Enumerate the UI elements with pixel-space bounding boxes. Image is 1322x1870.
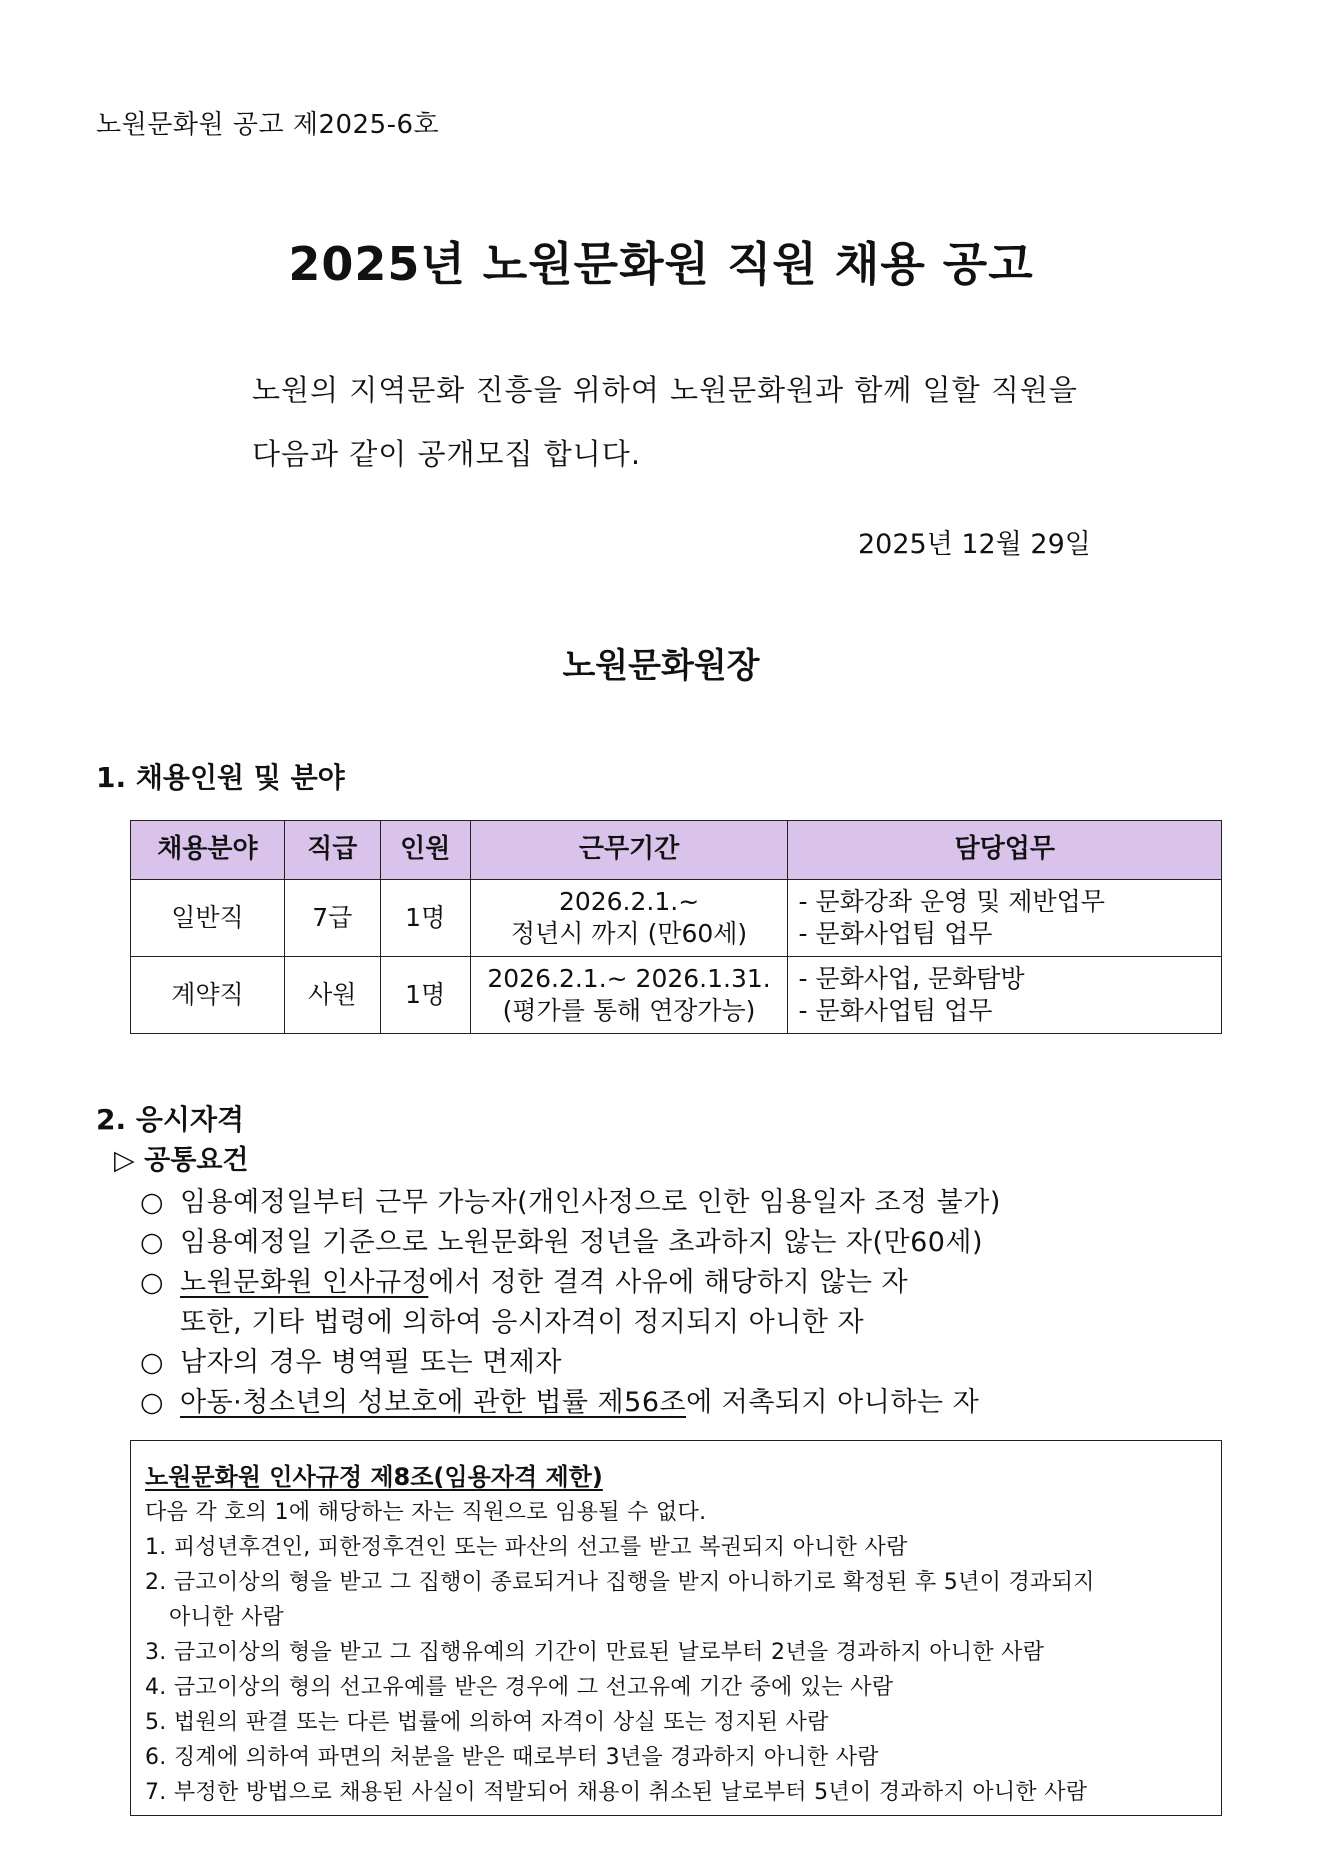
regulation-item: 5. 법원의 판결 또는 다른 법률에 의하여 자격이 상실 또는 정지된 사람 [145, 1710, 829, 1735]
period-line-2: (평가를 통해 연장가능) [502, 996, 756, 1025]
intro-line-1: 노원의 지역문화 진흥을 위하여 노원문화원과 함께 일할 직원을 [252, 373, 1078, 407]
bullet-icon: ○ [140, 1387, 165, 1418]
cell-period [470, 880, 788, 957]
page-title: 2025년 노원문화원 직원 채용 공고 [288, 237, 1034, 291]
cell-grade: 7급 [284, 880, 380, 957]
bullet-icon: ○ [140, 1227, 165, 1258]
regulation-item: 7. 부정한 방법으로 채용된 사실이 적발되어 채용이 취소된 날로부터 5년이 경과하지 아니한 사람 [145, 1780, 1088, 1805]
recruitment-table [130, 820, 1222, 1034]
bullet-icon: ○ [140, 1347, 165, 1378]
period-line-1: 2026.2.1.~ 2026.1.31. [487, 963, 771, 993]
regulation-box [130, 1440, 1222, 1816]
requirement-item [140, 1180, 1001, 1219]
cell-period [470, 957, 788, 1034]
cell-field: 계약직 [131, 957, 285, 1034]
regulation-item: 1. 피성년후견인, 피한정후견인 또는 파산의 선고를 받고 복권되지 아니한 사람 [145, 1535, 908, 1560]
cell-count: 1명 [380, 880, 470, 957]
requirement-text: 남자의 경우 병역필 또는 면제자 [180, 1347, 562, 1378]
cell-grade: 사원 [284, 957, 380, 1034]
requirement-item [140, 1260, 908, 1299]
requirement-text: 임용예정일부터 근무 가능자(개인사정으로 인한 임용일자 조정 불가) [180, 1187, 1001, 1218]
bullet-icon: ○ [140, 1267, 165, 1298]
duty-line-1: - 문화사업, 문화탐방 [798, 963, 1025, 993]
regulation-lead: 다음 각 호의 1에 해당하는 자는 직원으로 임용될 수 없다. [145, 1500, 707, 1525]
requirement-continuation: 또한, 기타 법령에 의하여 응시자격이 정지되지 아니한 자 [180, 1307, 865, 1338]
regulation-item: 2. 금고이상의 형을 받고 그 집행이 종료되거나 집행을 받지 아니하기로 확정된 후 5년이 경과되지 [145, 1570, 1095, 1595]
regulation-title: 노원문화원 인사규정 제8조(임용자격 제한) [145, 1463, 603, 1491]
table-header-row [131, 821, 1222, 880]
cell-field: 일반직 [131, 880, 285, 957]
notice-date: 2025년 12월 29일 [858, 529, 1091, 560]
cell-count: 1명 [380, 957, 470, 1034]
header-field: 채용분야 [131, 821, 285, 880]
period-line-2: 정년시 까지 (만60세) [510, 919, 748, 948]
intro-line-2: 다음과 같이 공개모집 합니다. [252, 437, 642, 471]
requirement-text: 에서 정한 결격 사유에 해당하지 않는 자 [428, 1267, 909, 1298]
duty-line-1: - 문화강좌 운영 및 제반업무 [798, 886, 1105, 916]
header-duty: 담당업무 [788, 821, 1222, 880]
table-row [131, 880, 1222, 957]
regulation-item: 4. 금고이상의 형의 선고유예를 받은 경우에 그 선고유예 기간 중에 있는 사람 [145, 1675, 894, 1700]
regulation-item-continuation: 아니한 사람 [169, 1605, 285, 1630]
section-1-title: 1. 채용인원 및 분야 [96, 761, 345, 794]
requirement-item [140, 1340, 562, 1379]
common-requirements-heading: ▷ 공통요건 [114, 1145, 249, 1176]
regulation-item: 3. 금고이상의 형을 받고 그 집행유예의 기간이 만료된 날로부터 2년을 경과하지 아니한 사람 [145, 1640, 1045, 1665]
header-period: 근무기간 [470, 821, 788, 880]
cell-duty [788, 880, 1222, 957]
requirement-text: 에 저촉되지 아니하는 자 [686, 1387, 980, 1418]
notice-number: 노원문화원 공고 제2025-6호 [96, 110, 440, 140]
duty-line-2: - 문화사업팀 업무 [798, 919, 993, 948]
requirement-item [140, 1380, 979, 1419]
regulation-item: 6. 징계에 의하여 파면의 처분을 받은 때로부터 3년을 경과하지 아니한 사람 [145, 1745, 879, 1770]
youth-protection-law-reference: 아동·청소년의 성보호에 관한 법률 제56조 [180, 1387, 687, 1418]
header-count: 인원 [380, 821, 470, 880]
requirement-text: 임용예정일 기준으로 노원문화원 정년을 초과하지 않는 자(만60세) [180, 1227, 984, 1258]
header-grade: 직급 [284, 821, 380, 880]
signer: 노원문화원장 [562, 646, 760, 686]
section-2-title: 2. 응시자격 [96, 1103, 245, 1136]
cell-duty [788, 957, 1222, 1034]
bullet-icon: ○ [140, 1187, 165, 1218]
table-row [131, 957, 1222, 1034]
hr-regulation-reference: 노원문화원 인사규정 [180, 1267, 429, 1298]
period-line-1: 2026.2.1.~ [558, 886, 700, 916]
duty-line-2: - 문화사업팀 업무 [798, 996, 993, 1025]
requirement-item [140, 1220, 983, 1259]
